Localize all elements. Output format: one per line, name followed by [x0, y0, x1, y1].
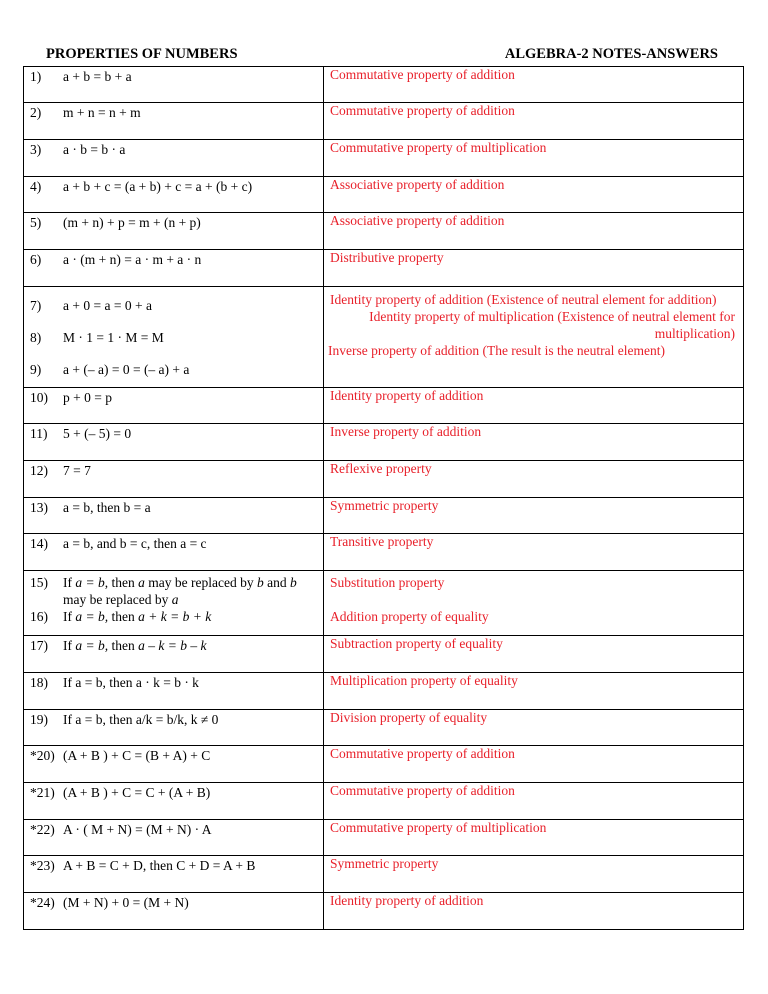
table-row — [24, 820, 744, 856]
table-row — [24, 636, 744, 673]
property-answer: Addition property of equality — [330, 609, 489, 624]
item-number: *20) — [30, 748, 55, 763]
property-answer: Symmetric property — [330, 498, 439, 513]
item-number: 14) — [30, 536, 48, 551]
item-number: 5) — [30, 215, 42, 230]
table-row — [24, 140, 744, 177]
property-answer: Subtraction property of equality — [330, 636, 503, 651]
item-number: 4) — [30, 179, 42, 194]
property-answer: Associative property of addition — [330, 177, 505, 192]
table-row — [24, 213, 744, 250]
table-row — [24, 534, 744, 571]
expression: a · b = b · a — [63, 142, 126, 157]
item-number: 19) — [30, 712, 48, 727]
item-number: *21) — [30, 785, 55, 800]
expression: If a = b, then a/k = b/k, k ≠ 0 — [63, 712, 219, 727]
table-row — [24, 783, 744, 820]
page-title: PROPERTIES OF NUMBERS — [46, 46, 238, 62]
table-row — [24, 388, 744, 424]
expression: (M + N) + 0 = (M + N) — [63, 895, 189, 910]
property-answer: Commutative property of addition — [330, 103, 515, 118]
item-number: 17) — [30, 638, 48, 653]
property-answer: Division property of equality — [330, 710, 488, 725]
property-answer: Commutative property of addition — [330, 67, 515, 82]
property-answer: Identity property of addition (Existence of neutral element for addition) — [330, 292, 717, 307]
item-number: 3) — [30, 142, 42, 157]
item-number: 18) — [30, 675, 48, 690]
property-answer: Commutative property of multiplication — [330, 820, 547, 835]
expression: A + B = C + D, then C + D = A + B — [63, 858, 256, 873]
table-row — [24, 498, 744, 534]
item-number: 11) — [30, 426, 48, 441]
property-answer: Commutative property of addition — [330, 746, 515, 761]
table-row — [24, 746, 744, 783]
expression: a + (– a) = 0 = (– a) + a — [63, 362, 190, 377]
item-number: 7) — [30, 298, 42, 313]
table-row — [24, 673, 744, 710]
expression: a = b, then b = a — [63, 500, 151, 515]
expression: (A + B ) + C = (B + A) + C — [63, 748, 211, 763]
property-answer: Identity property of addition — [330, 388, 484, 403]
item-number: 9) — [30, 362, 42, 377]
table-row — [24, 287, 744, 388]
expression: a + b + c = (a + b) + c = a + (b + c) — [63, 179, 253, 194]
expression: M · 1 = 1 · M = M — [63, 330, 164, 345]
expression: m + n = n + m — [63, 105, 141, 120]
table-row — [24, 67, 744, 103]
property-answer: Associative property of addition — [330, 213, 505, 228]
item-number: *22) — [30, 822, 55, 837]
item-number: *23) — [30, 858, 55, 873]
expression: If a = b, then a · k = b · k — [63, 675, 199, 690]
item-number: 13) — [30, 500, 48, 515]
table-row — [24, 571, 744, 636]
table-row — [24, 424, 744, 461]
expression: a + 0 = a = 0 + a — [63, 298, 152, 313]
item-number: 15) — [30, 575, 48, 590]
property-answer: Transitive property — [330, 534, 434, 549]
item-number: 10) — [30, 390, 48, 405]
property-answer: Inverse property of addition — [330, 424, 482, 439]
expression: If a = b, then a may be replaced by b and b may be replaced by a — [63, 575, 297, 607]
expression: a = b, and b = c, then a = c — [63, 536, 207, 551]
expression: a · (m + n) = a · m + a · n — [63, 252, 202, 267]
property-answer: Identity property of addition — [330, 893, 484, 908]
item-number: *24) — [30, 895, 55, 910]
table-row — [24, 177, 744, 213]
table-row — [24, 103, 744, 140]
expression: 7 = 7 — [63, 463, 91, 478]
item-number: 16) — [30, 609, 48, 624]
expression: A · ( M + N) = (M + N) · A — [63, 822, 212, 837]
property-answer: Commutative property of addition — [330, 783, 515, 798]
table-row — [24, 250, 744, 287]
expression: (A + B ) + C = C + (A + B) — [63, 785, 211, 800]
property-answer: Identity property of multiplication (Existence of neutral element for multiplication) — [369, 309, 735, 341]
expression: If a = b, then a – k = b – k — [63, 638, 207, 653]
property-answer: Reflexive property — [330, 461, 432, 476]
item-number: 8) — [30, 330, 42, 345]
property-answer: Multiplication property of equality — [330, 673, 518, 688]
item-number: 12) — [30, 463, 48, 478]
property-answer: Substitution property — [330, 575, 445, 590]
item-number: 1) — [30, 69, 42, 84]
table-row — [24, 893, 744, 930]
property-answer: Inverse property of addition (The result is the neutral element) — [328, 343, 666, 358]
expression: a + b = b + a — [63, 69, 132, 84]
table-row — [24, 461, 744, 498]
item-number: 2) — [30, 105, 42, 120]
expression: 5 + (– 5) = 0 — [63, 426, 132, 441]
expression: p + 0 = p — [63, 390, 112, 405]
expression: (m + n) + p = m + (n + p) — [63, 215, 201, 230]
table-row — [24, 710, 744, 746]
table-row — [24, 856, 744, 893]
properties-table — [23, 66, 744, 930]
property-answer: Commutative property of multiplication — [330, 140, 547, 155]
notes-title: ALGEBRA-2 NOTES-ANSWERS — [504, 46, 718, 62]
item-number: 6) — [30, 252, 42, 267]
expression: If a = b, then a + k = b + k — [63, 609, 212, 624]
property-answer: Distributive property — [330, 250, 444, 265]
property-answer: Symmetric property — [330, 856, 439, 871]
